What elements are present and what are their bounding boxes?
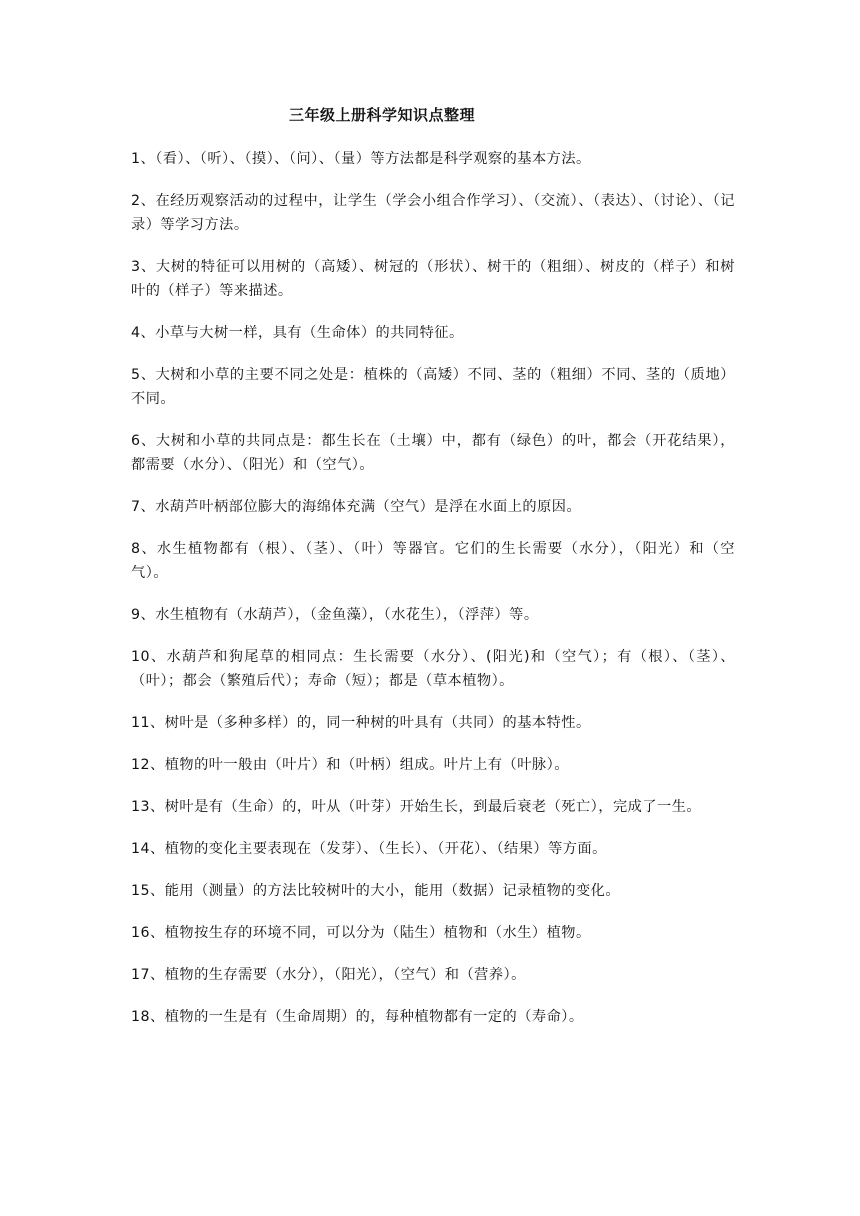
knowledge-point-13: 13、树叶是有（生命）的，叶从（叶芽）开始生长，到最后衰老（死亡），完成了一生。: [131, 799, 702, 815]
knowledge-point-16: 16、植物按生存的环境不同，可以分为（陆生）植物和（水生）植物。: [131, 925, 591, 941]
knowledge-point-17: 17、植物的生存需要（水分），（阳光），（空气）和（营养）。: [131, 967, 526, 983]
knowledge-point-18: 18、植物的一生是有（生命周期）的，每种植物都有一定的（寿命）。: [131, 1009, 584, 1025]
knowledge-point-list: [131, 147, 735, 1047]
knowledge-point-8: 8、水生植物都有（根）、（茎）、（叶）等器官。它们的生长需要（水分），（阳光）和（空气）。: [131, 541, 735, 581]
knowledge-point-2: 2、在经历观察活动的过程中，让学生（学会小组合作学习）、（交流）、（表达）、（讨论）、（记录）等学习方法。: [131, 193, 735, 233]
knowledge-point-3: 3、大树的特征可以用树的（高矮）、树冠的（形状）、树干的（粗细）、树皮的（样子）和树叶的（样子）等来描述。: [131, 259, 735, 299]
knowledge-point-6: 6、大树和小草的共同点是：都生长在（土壤）中，都有（绿色）的叶，都会（开花结果），都需要（水分）、（阳光）和（空气）。: [131, 433, 735, 473]
knowledge-point-14: 14、植物的变化主要表现在（发芽）、（生长）、（开花）、（结果）等方面。: [131, 841, 607, 857]
knowledge-point-9: 9、水生植物有（水葫芦），（金鱼藻），（水花生），（浮萍）等。: [131, 607, 539, 623]
knowledge-point-10: 10、水葫芦和狗尾草的相同点：生长需要（水分）、(阳光)和（空气）；有（根）、（茎）、（叶）；都会（繁殖后代）；寿命（短）；都是（草本植物）。: [131, 649, 735, 689]
knowledge-point-1: 1、（看）、（听）、（摸）、（问）、（量）等方法都是科学观察的基本方法。: [131, 151, 591, 167]
knowledge-point-11: 11、树叶是（多种多样）的，同一种树的叶具有（共同）的基本特性。: [131, 715, 591, 731]
knowledge-point-4: 4、小草与大树一样，具有（生命体）的共同特征。: [131, 325, 464, 341]
knowledge-point-5: 5、大树和小草的主要不同之处是：植株的（高矮）不同、茎的（粗细）不同、茎的（质地）不同。: [131, 367, 735, 407]
knowledge-point-12: 12、植物的叶一般由（叶片）和（叶柄）组成。叶片上有（叶脉）。: [131, 757, 569, 773]
knowledge-point-15: 15、能用（测量）的方法比较树叶的大小，能用（数据）记录植物的变化。: [131, 883, 621, 899]
knowledge-point-7: 7、水葫芦叶柄部位膨大的海绵体充满（空气）是浮在水面上的原因。: [131, 499, 582, 515]
document-title: 三年级上册科学知识点整理: [288, 106, 475, 124]
